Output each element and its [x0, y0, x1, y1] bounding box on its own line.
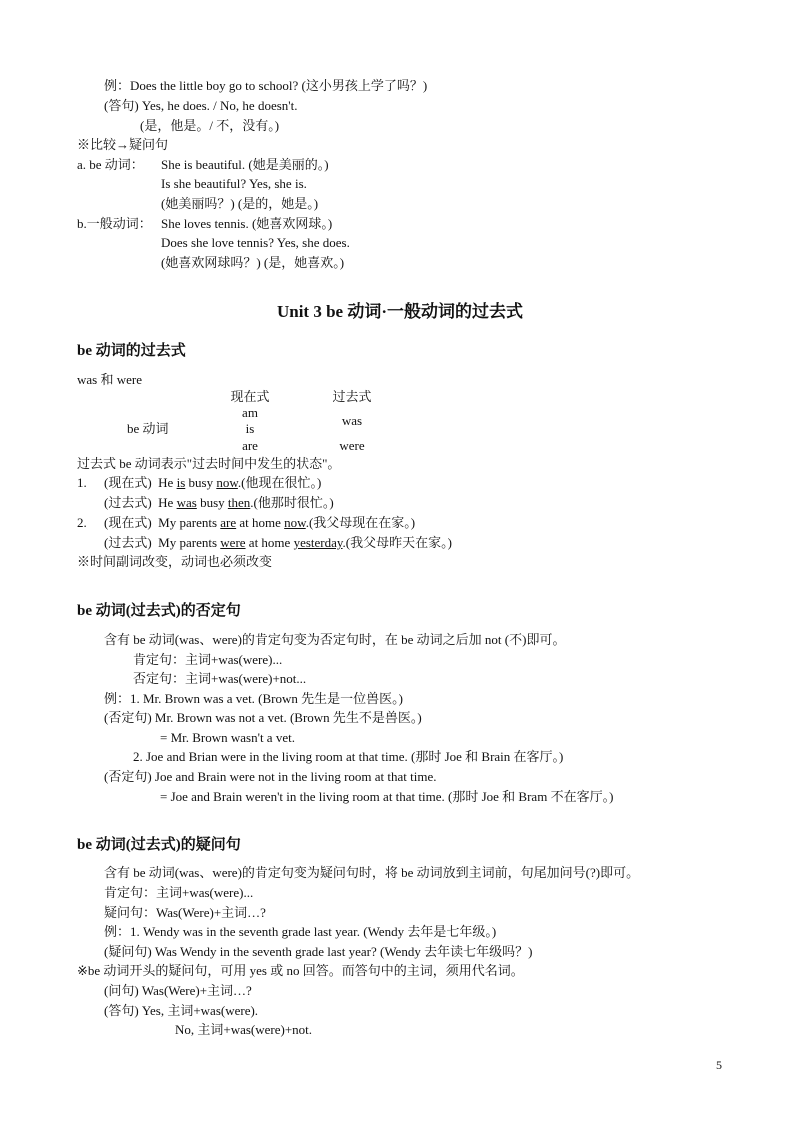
- text: at home: [245, 535, 294, 550]
- underlined-verb: were: [220, 535, 246, 550]
- be-verb-label: a. be 动词：: [77, 157, 144, 172]
- negative-description: 含有 be 动词(was、were)的肯定句变为否定句时，在 be 动词之后加 not (不)即可。: [104, 632, 566, 647]
- text: .(他那时很忙。): [250, 495, 334, 510]
- negative-example-2-neg: (否定句) Joe and Brain were not in the living room at that time.: [104, 769, 437, 784]
- tense-tag: (现在式): [104, 515, 152, 530]
- underlined-time: now: [216, 475, 238, 490]
- example-line: [104, 474, 321, 492]
- table-col-present: 现在式: [230, 389, 270, 404]
- text: busy: [196, 495, 228, 510]
- negative-example-2: 2. Joe and Brian were in the living room at that time. (那时 Joe 和 Brain 在客厅。): [133, 749, 564, 764]
- negative-example-1-eq: = Mr. Brown wasn't a vet.: [160, 730, 295, 745]
- be-verb-line-2: Is she beautiful? Yes, she is.: [161, 176, 307, 191]
- affirmative-pattern: 肯定句：主词+was(were)...: [104, 885, 254, 900]
- table-row-label: be 动词: [127, 421, 169, 436]
- general-verb-line-3: (她喜欢网球吗？) (是，她喜欢。): [161, 255, 345, 270]
- text: He: [158, 495, 177, 510]
- example-answer-chinese: (是，他是。/ 不，没有。): [140, 118, 280, 133]
- underlined-time: yesterday: [293, 535, 343, 550]
- time-adverb-note: ※时间副词改变，动词也必须改变: [77, 554, 273, 569]
- example-answer: (答句) Yes, he does. / No, he doesn't.: [104, 98, 298, 113]
- negative-example-1-neg: (否定句) Mr. Brown was not a vet. (Brown 先生不是兽医。): [104, 710, 422, 725]
- table-present-am: am: [242, 405, 258, 420]
- past-be-description: 过去式 be 动词表示"过去时间中发生的状态"。: [77, 456, 341, 471]
- example-question: 例：Does the little boy go to school? (这小男孩上学了吗？): [104, 78, 428, 93]
- table-present-are: are: [242, 438, 258, 453]
- negative-pattern: 否定句：主词+was(were)+not...: [133, 671, 307, 686]
- negative-example-2-eq: = Joe and Brain weren't in the living room at that time. (那时 Joe 和 Bram 不在客厅。): [160, 789, 614, 804]
- unit-title: Unit 3 be 动词·一般动词的过去式: [276, 302, 524, 321]
- table-past-were: were: [339, 438, 365, 453]
- table-col-past: 过去式: [332, 389, 372, 404]
- text: My parents: [158, 515, 221, 530]
- text: busy: [185, 475, 217, 490]
- ask-pattern: (问句) Was(Were)+主词…?: [104, 983, 252, 998]
- underlined-verb: was: [176, 495, 197, 510]
- question-example-1: 例：1. Wendy was in the seventh grade last year. (Wendy 去年是七年级。): [104, 924, 497, 939]
- general-verb-line-1: She loves tennis. (她喜欢网球。): [161, 216, 333, 231]
- example-line: [104, 534, 452, 552]
- text: at home: [236, 515, 285, 530]
- general-verb-label: b.一般动词：: [77, 216, 152, 231]
- tense-tag: (过去式): [104, 535, 152, 550]
- section-title-negative: be 动词(过去式)的否定句: [77, 603, 241, 619]
- be-verb-line-3: (她美丽吗？) (是的，她是。): [161, 196, 319, 211]
- tense-tag: (过去式): [104, 495, 152, 510]
- text: .(我父母昨天在家。): [342, 535, 452, 550]
- underlined-verb: are: [220, 515, 237, 530]
- text: .(我父母现在在家。): [305, 515, 416, 530]
- negative-example-1: 例：1. Mr. Brown was a vet. (Brown 先生是一位兽医。): [104, 691, 403, 706]
- was-were-heading: was 和 were: [77, 372, 142, 387]
- example-line: [104, 494, 334, 512]
- text: .(他现在很忙。): [237, 475, 322, 490]
- answer-pattern-yes: (答句) Yes, 主词+was(were).: [104, 1003, 259, 1018]
- text: My parents: [158, 535, 221, 550]
- underlined-time: then: [227, 495, 251, 510]
- page-number: 5: [716, 1058, 722, 1072]
- underlined-verb: is: [176, 475, 186, 490]
- text: He: [158, 475, 177, 490]
- underlined-time: now: [284, 515, 306, 530]
- question-pattern: 疑问句：Was(Were)+主词…?: [104, 905, 266, 920]
- item-number: 1.: [77, 475, 87, 490]
- be-verb-line-1: She is beautiful. (她是美丽的。): [161, 157, 329, 172]
- section-title-question: be 动词(过去式)的疑问句: [77, 837, 241, 853]
- table-present-is: is: [245, 421, 255, 436]
- affirmative-pattern: 肯定句：主词+was(were)...: [133, 652, 283, 667]
- example-line: [104, 514, 415, 532]
- section-title-past-be: be 动词的过去式: [77, 343, 186, 359]
- answer-note: ※be 动词开头的疑问句，可用 yes 或 no 回答。而答句中的主词，须用代名词。: [77, 963, 524, 978]
- question-description: 含有 be 动词(was、were)的肯定句变为疑问句时，将 be 动词放到主词前，句尾加问号(?)即可。: [104, 865, 640, 880]
- question-example-1-q: (疑问句) Was Wendy in the seventh grade last year? (Wendy 去年读七年级吗？): [104, 944, 533, 959]
- tense-tag: (现在式): [104, 475, 152, 490]
- compare-note: ※比较→疑问句: [77, 137, 169, 152]
- table-past-was: was: [341, 413, 363, 428]
- answer-pattern-no: No, 主词+was(were)+not.: [175, 1022, 313, 1037]
- general-verb-line-2: Does she love tennis? Yes, she does.: [161, 235, 350, 250]
- item-number: 2.: [77, 515, 87, 530]
